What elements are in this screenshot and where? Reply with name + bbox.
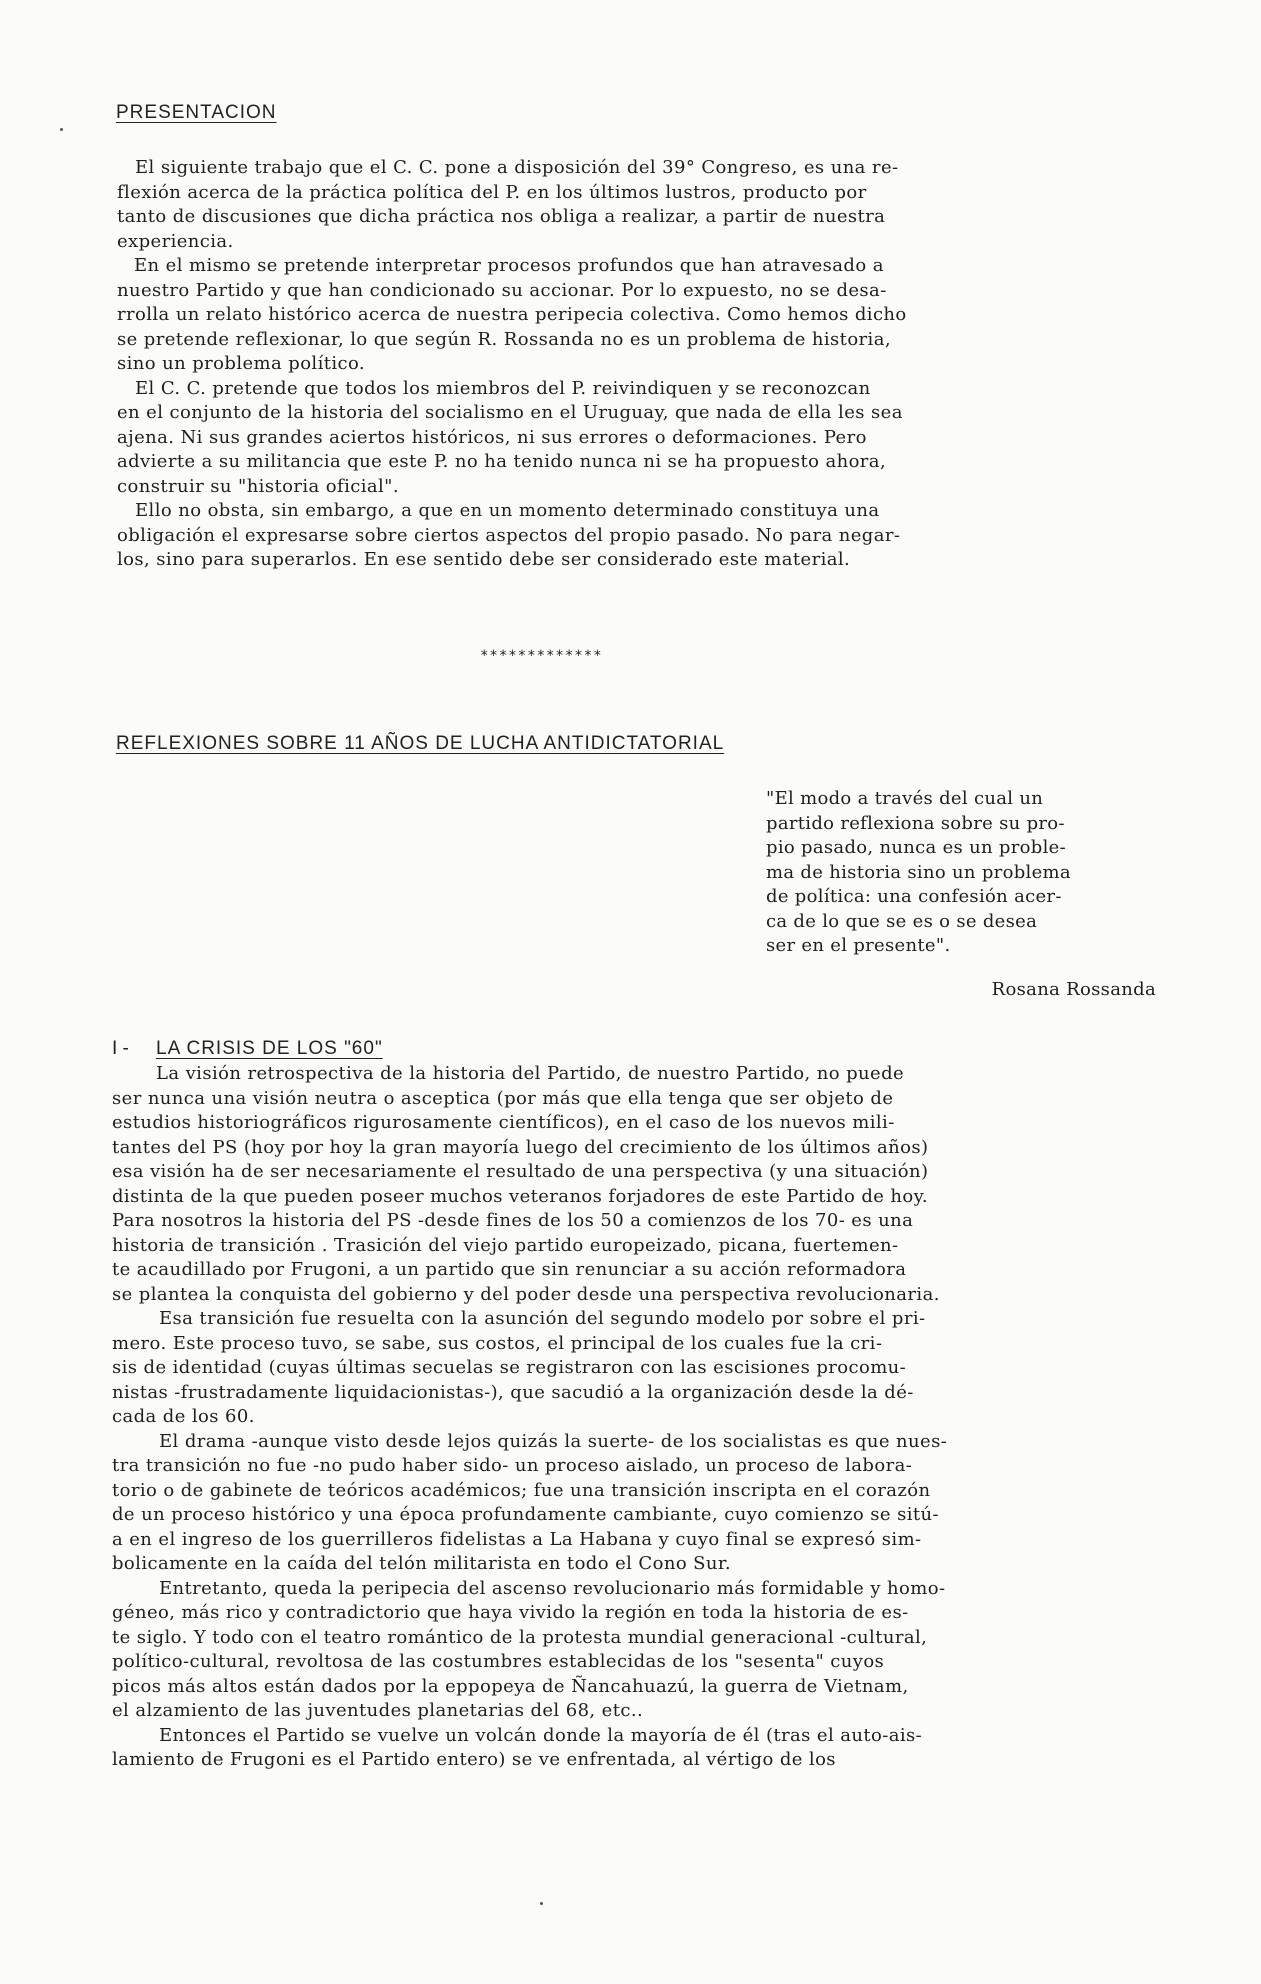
presentacion-line: los, sino para superarlos. En ese sentido debe ser considerado este material. <box>117 549 851 570</box>
section1-line: Para nosotros la historia del PS -desde fines de los 50 a comienzos de los 70- es una <box>112 1210 914 1231</box>
reflexiones-heading: REFLEXIONES SOBRE 11 AÑOS DE LUCHA ANTIDICTATORIAL <box>116 733 725 754</box>
quote-line: ser en el presente". <box>766 935 951 956</box>
section1-line: el alzamiento de las juventudes planetarias del 68, etc.. <box>112 1700 644 1721</box>
section1-line: historia de transición . Trasición del viejo partido europeizado, picana, fuertemen- <box>112 1234 899 1256</box>
section1-line: tantes del PS (hoy por hoy la gran mayoría luego del crecimiento de los últimos años) <box>112 1136 929 1158</box>
section-title: LA CRISIS DE LOS "60" <box>156 1038 383 1059</box>
presentacion-line: obligación el expresarse sobre ciertos aspectos del propio pasado. No para negar- <box>117 524 901 546</box>
quote-line: de política: una confesión acer- <box>766 886 1062 907</box>
section1-line: estudios historiográficos rigurosamente científicos), en el caso de los nuevos mili- <box>112 1112 895 1133</box>
section1-line: esa visión ha de ser necesariamente el resultado de una perspectiva (y una situación) <box>112 1161 929 1182</box>
presentacion-line: ajena. Ni sus grandes aciertos históricos, ni sus errores o deformaciones. Pero <box>117 426 867 448</box>
quote-line: pio pasado, nunca es un proble- <box>766 837 1066 858</box>
section1-line: ser nunca una visión neutra o asceptica (por más que ella tenga que ser objeto de <box>112 1087 894 1109</box>
section1-line: lamiento de Frugoni es el Partido entero) se ve enfrentada, al vértigo de los <box>112 1749 836 1770</box>
separator-stars: ************* <box>480 648 603 664</box>
quote-line: ca de lo que se es o se desea <box>766 910 1038 932</box>
presentacion-line: En el mismo se pretende interpretar procesos profundos que han atravesado a <box>134 255 884 276</box>
section1-line: El drama -aunque visto desde lejos quizás la suerte- de los socialistas es que nues- <box>159 1430 948 1452</box>
page-speck <box>540 1902 543 1905</box>
section1-line: Esa transición fue resuelta con la asunción del segundo modelo por sobre el pri- <box>159 1308 926 1329</box>
section1-line: de un proceso histórico y una época profundamente cambiante, cuyo comienzo se sitú- <box>112 1504 939 1525</box>
section1-line: géneo, más rico y contradictorio que haya vivido la región en toda la historia de es- <box>112 1602 909 1623</box>
section1-line: picos más altos están dados por la eppopeya de Ñancahuazú, la guerra de Vietnam, <box>112 1675 909 1697</box>
presentacion-line: sino un problema político. <box>117 353 366 374</box>
section1-line: Entonces el Partido se vuelve un volcán donde la mayoría de él (tras el auto-ais- <box>159 1724 923 1746</box>
section1-line: Entretanto, queda la peripecia del ascenso revolucionario más formidable y homo- <box>159 1577 946 1599</box>
section1-line: tra transición no fue -no pudo haber sido- un proceso aislado, un proceso de labora- <box>112 1455 913 1476</box>
section1-line: La visión retrospectiva de la historia del Partido, de nuestro Partido, no puede <box>156 1063 905 1084</box>
margin-speck <box>60 128 63 131</box>
presentacion-line: rrolla un relato histórico acerca de nuestra peripecia colectiva. Como hemos dicho <box>117 304 907 325</box>
presentacion-line: construir su "historia oficial". <box>117 475 399 497</box>
section1-line: te acaudillado por Frugoni, a un partido que sin renunciar a su acción reformadora <box>112 1259 907 1280</box>
epigraph-author: Rosana Rossanda <box>991 979 1156 1000</box>
quote-line: "El modo a través del cual un <box>766 788 1044 809</box>
section1-line: político-cultural, revoltosa de las costumbres establecidas de los "sesenta" cuyos <box>112 1651 885 1672</box>
presentacion-line: flexión acerca de la práctica política del P. en los últimos lustros, producto por <box>117 181 867 203</box>
presentacion-body <box>117 156 907 573</box>
section1-line: sis de identidad (cuyas últimas secuelas se registraron con las escisiones procomu- <box>112 1357 907 1378</box>
section-number: I - <box>112 1038 129 1059</box>
presentacion-heading: PRESENTACION <box>116 102 277 123</box>
presentacion-line: nuestro Partido y que han condicionado su accionar. Por lo expuesto, no se desa- <box>117 279 887 301</box>
section1-line: distinta de la que pueden poseer muchos veteranos forjadores de este Partido de hoy. <box>112 1185 928 1207</box>
presentacion-line: El C. C. pretende que todos los miembros del P. reivindiquen y se reconozcan <box>135 377 871 399</box>
section1-line: bolicamente en la caída del telón militarista en todo el Cono Sur. <box>112 1553 732 1574</box>
section1-line: a en el ingreso de los guerrilleros fidelistas a La Habana y cuyo final se expresó sim- <box>112 1528 922 1550</box>
section1-line: se plantea la conquista del gobierno y del poder desde una perspectiva revolucionaria. <box>112 1283 940 1305</box>
epigraph-quote <box>766 787 1071 959</box>
quote-line: partido reflexiona sobre su pro- <box>766 812 1065 834</box>
presentacion-line: advierte a su militancia que este P. no ha tenido nunca ni se ha propuesto ahora, <box>117 451 887 472</box>
section1-line: torio o de gabinete de teóricos académicos; fue una transición inscripta en el corazón <box>112 1479 931 1501</box>
presentacion-line: Ello no obsta, sin embargo, a que en un momento determinado constituya una <box>135 500 880 521</box>
quote-line: ma de historia sino un problema <box>766 861 1071 883</box>
presentacion-line: se pretende reflexionar, lo que según R. Rossanda no es un problema de historia, <box>117 328 891 350</box>
section1-line: mero. Este proceso tuvo, se sabe, sus costos, el principal de los cuales fue la cri- <box>112 1332 883 1354</box>
section1-line: nistas -frustradamente liquidacionistas-), que sacudió a la organización desde la dé- <box>112 1381 914 1403</box>
section1-body <box>112 1062 947 1773</box>
presentacion-line: en el conjunto de la historia del socialismo en el Uruguay, que nada de ella les sea <box>117 402 903 423</box>
section1-line: cada de los 60. <box>112 1406 255 1427</box>
section1-line: te siglo. Y todo con el teatro romántico de la protesta mundial generacional -cultural, <box>112 1626 928 1648</box>
presentacion-line: tanto de discusiones que dicha práctica nos obliga a realizar, a partir de nuestra <box>117 206 886 227</box>
presentacion-line: experiencia. <box>117 230 234 252</box>
presentacion-line: El siguiente trabajo que el C. C. pone a disposición del 39° Congreso, es una re- <box>135 157 899 178</box>
